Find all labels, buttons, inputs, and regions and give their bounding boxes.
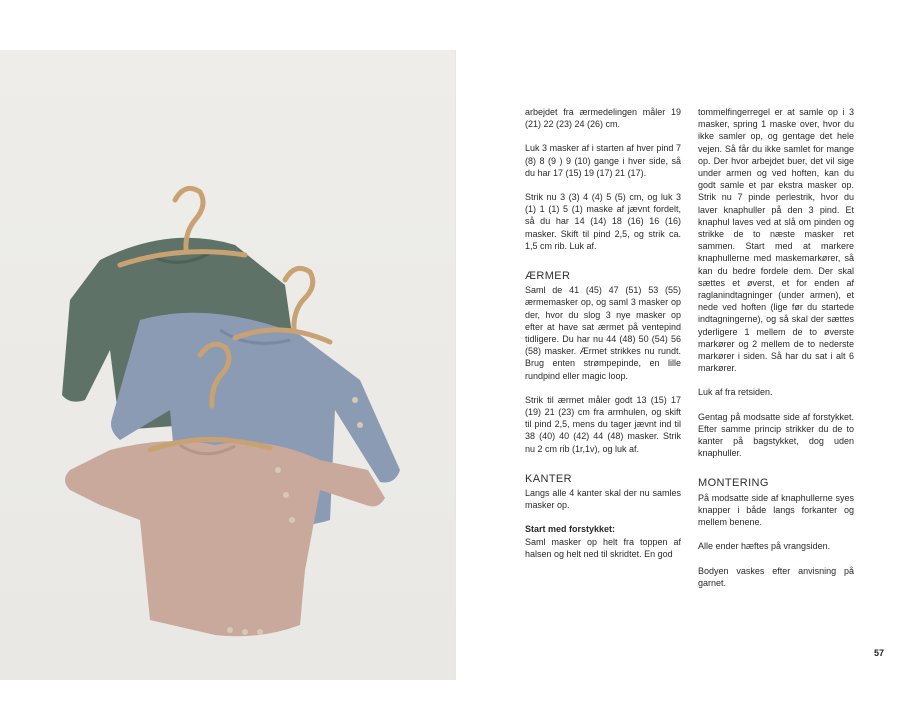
pink-romper [65,441,385,636]
paragraph: Strik nu 3 (3) 4 (4) 5 (5) cm, og luk 3 (1) 1 (1) 5 (1) maske af jævnt fordelt, så du har 14 (14) 18 (16) 16 (16) masker. Skift til pind 2,5, og strik ca. 1,5 cm rib. Luk af. [525,192,681,251]
paragraph: Luk af fra retsiden. [698,387,773,398]
knitwear-photo [0,50,455,680]
paragraph: tommelfingerregel er at samle op i 3 masker, spring 1 maske over, hvor du ikke samler op, og gentage det hele vejen. Så får du ikke samlet for mange op. Der hvor arbejdet buer, det vil sige under armen og ved hoften, kan du godt samle et par ekstra masker op. Strik nu 7 pinde perlestrik, hvor du laver knaphuller på den 3 pind. Et knaphul laves ved at slå om pinden og strikke de to næste masker ret sammen. Start med at markere knaphullerne med maskemarkører, så kan du bedre fordele dem. Der skal sættes et øverst, et for enden af raglanindtagninger (under armen), et nede ved hoften (lige før du startede indtagningerne), og så skal der sættes yderligere 1 mellem de to øverste markører og 2 mellem de to nederste markører i siden. Så har du sat i alt 6 markører. [698,107,854,374]
paragraph: Luk 3 masker af i starten af hver pind 7 (8) 8 (9 ) 9 (10) gange i hver side, så du har 17 (15) 19 (17) 21 (17). [525,143,681,178]
baby-clothes-on-hangers-image [0,50,455,680]
paragraph: Saml masker op helt fra toppen af halsen og helt ned til skridtet. En god [525,536,681,559]
section-heading-kanter: KANTER [525,472,573,485]
paragraph: Gentag på modsatte side af forstykket. Efter samme princip strikker du de to kanter på bagstykket, dog uden knaphuller. [698,411,854,459]
paragraph: Saml de 41 (45) 47 (51) 53 (55) ærmemasker op, og saml 3 masker op der, hvor du slog 3 nye masker op efter at have sat ærmet på ventepind tidligere. Du har nu 44 (48) 50 (54) 56 (58) masker. Ærmet strikkes nu rundt. Brug enten strømpepinde, en lille rundpind eller magic loop. [525,285,681,381]
paragraph: Bodyen vaskes efter anvisning på garnet. [698,565,854,588]
text-column-right [698,106,854,601]
book-spread [0,50,910,680]
section-heading-montering: MONTERING [698,477,769,490]
paragraph: Langs alle 4 kanter skal der nu samles masker op. [525,488,681,511]
page-number: 57 [874,648,885,658]
section-heading-aermer: ÆRMER [525,270,571,283]
paragraph: Alle ender hæftes på vrangsiden. [698,541,831,552]
text-page [455,50,910,680]
paragraph: arbejdet fra ærmedelingen måler 19 (21) 22 (23) 24 (26) cm. [525,107,681,130]
paragraph: Strik til ærmet måler godt 13 (15) 17 (19) 21 (23) cm fra armhulen, og skift til pind 2,5, mens du tager jævnt ind til 38 (40) 40 (42) 44 (48) masker. Strik nu 2 cm rib (1r,1v), og luk af. [525,394,681,454]
subheading-forstykket: Start med forstykket: [525,524,616,535]
paragraph: På modsatte side af knaphullerne syes knapper i både langs forkanter og mellem benene. [698,492,854,528]
text-column-left [525,106,681,560]
